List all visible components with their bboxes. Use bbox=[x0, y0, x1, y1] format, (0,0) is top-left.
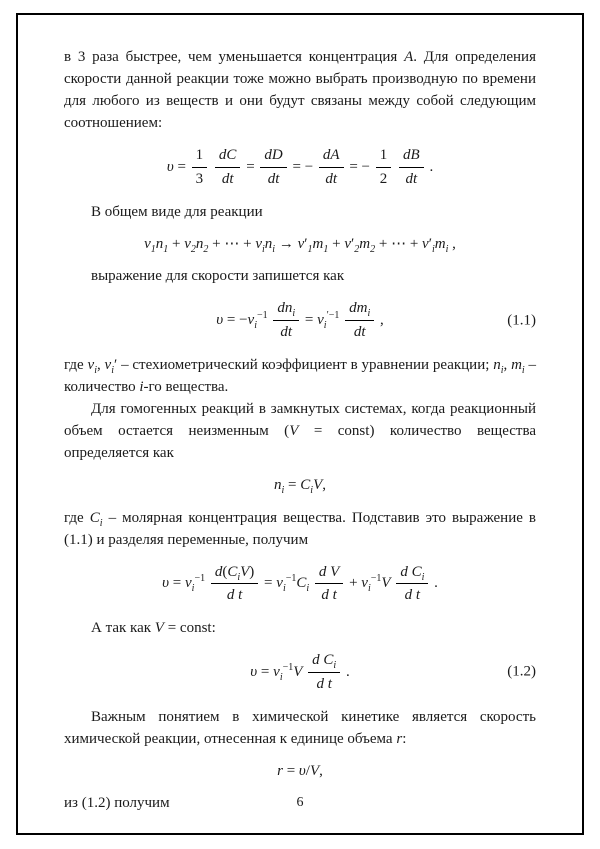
paragraph-general-form: В общем виде для реакции bbox=[91, 203, 263, 220]
paragraph-from-1-2: из (1.2) получим bbox=[64, 795, 170, 812]
equation-1-1 bbox=[64, 299, 536, 342]
equation-r-definition bbox=[64, 762, 536, 781]
equation-body: $n_i = C_iV$, bbox=[274, 476, 326, 496]
paragraph-homogeneous-reactions: Для гомогенных реакций в замкнутых системах, когда реакционный объем остается неизменным (V = const) количество вещества определяется как bbox=[64, 400, 536, 461]
equation-expanded-derivative bbox=[64, 563, 536, 606]
equation-number-1-1: (1.1) bbox=[507, 312, 536, 329]
equation-body: $\nu_1n_1 + \nu_2n_2$ + ⋯ + $\nu_in_i \to \nu'_1m_1 + \nu'_2m_2$ + ⋯ + $\nu'_im_i$ , bbox=[144, 235, 456, 255]
paragraph-important-concept: Важным понятием в химической кинетике является скорость химической реакции, отнесенная к единице объема r: bbox=[64, 708, 536, 747]
paragraph-where-nu: где $\nu_i$, $\nu_i'$ – стехиометрический коэффициент в уравнении реакции; $n_i$, $m_i$ – количество i-го вещества. bbox=[64, 356, 536, 395]
equation-body: $\upsilon = \nu_i^{-1}V$ $\frac{d C_i}{\text{d t}}$ . bbox=[250, 652, 350, 692]
equation-1-2 bbox=[64, 651, 536, 694]
equation-rate-derivatives bbox=[64, 146, 536, 189]
equation-number-1-2: (1.2) bbox=[507, 663, 536, 680]
equation-body: $\upsilon = -\nu_i^{-1}$ $\frac{dn_i}{dt}$ = $\nu_i^{'-1}$ $\frac{dm_i}{dt}$ , bbox=[216, 300, 384, 340]
page-number: 6 bbox=[296, 795, 304, 810]
paragraph-v-const: А так как V = const: bbox=[91, 620, 216, 636]
equation-body: r = υ/V, bbox=[277, 762, 323, 779]
equation-general-reaction bbox=[64, 235, 536, 254]
paragraph-rate-expression: выражение для скорости запишется как bbox=[91, 268, 345, 285]
equation-body: $\upsilon = \nu_i^{-1}$ $\frac{d(C_iV)}{\text{d t}}$ = $\nu_i^{-1}C_i$ $\frac{\text{d V}}{\text{d t}}$ + $\nu_i^{-1}V$ $\frac{d C_i}{\text{d t}}$ . bbox=[162, 563, 438, 604]
equation-n-equals-cv bbox=[64, 476, 536, 495]
paragraph-where-c: где $C_i$ – молярная концентрация вещества. Подставив это выражение в (1.1) и разделяя переменные, получим bbox=[64, 509, 536, 548]
paragraph-intro: в 3 раза быстрее, чем уменьшается концентрация A. Для определения скорости данной реакции тоже можно выбрать производную по времени для любого из веществ и они будут связаны между собой следующим соотношением: bbox=[64, 49, 536, 131]
page-content bbox=[64, 46, 536, 814]
equation-body: υ = $\frac{1}{3}$ $\frac{dC}{dt}$ = $\frac{dD}{dt}$ = − $\frac{dA}{dt}$ = − $\frac{1}{2}$ $\frac{dB}{dt}$ . bbox=[166, 147, 434, 187]
